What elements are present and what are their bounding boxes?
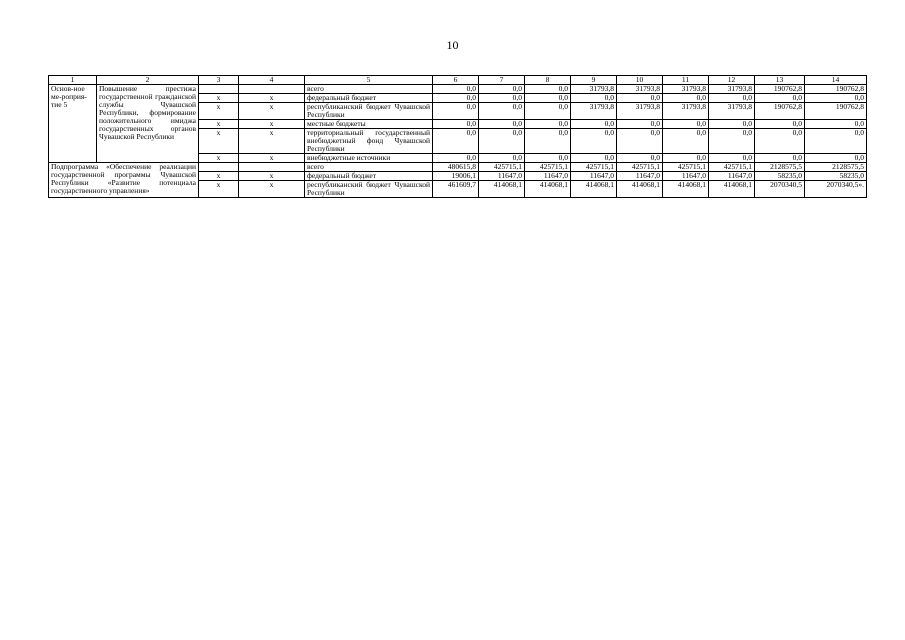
table-row [49, 163, 867, 172]
value-cell: 0,0 [709, 120, 755, 129]
funding-source: внебюджетные источники [305, 154, 433, 163]
event-description: Повышение престижа государственной гражданской службы Чувашской Республики, формирование положительного имиджа государственных органов Чувашской Республики [97, 85, 199, 163]
col4-cell: x [239, 129, 305, 154]
value-cell: 0,0 [525, 85, 571, 94]
col3-cell [199, 85, 239, 94]
value-cell: 0,0 [433, 154, 479, 163]
value-cell: 0,0 [617, 94, 663, 103]
value-cell: 0,0 [525, 103, 571, 120]
funding-source: федеральный бюджет [305, 172, 433, 181]
value-cell: 2128575,5 [755, 163, 805, 172]
value-cell: 0,0 [663, 129, 709, 154]
column-header: 5 [305, 76, 433, 85]
column-header: 13 [755, 76, 805, 85]
value-cell: 0,0 [571, 154, 617, 163]
col4-cell: x [239, 103, 305, 120]
col4-cell: x [239, 172, 305, 181]
value-cell: 425715,1 [525, 163, 571, 172]
col3-cell: x [199, 129, 239, 154]
value-cell: 0,0 [571, 129, 617, 154]
column-header: 4 [239, 76, 305, 85]
value-cell: 31793,8 [617, 85, 663, 94]
value-cell: 0,0 [709, 154, 755, 163]
value-cell: 0,0 [571, 120, 617, 129]
value-cell: 0,0 [663, 154, 709, 163]
value-cell: 31793,8 [663, 103, 709, 120]
column-header: 8 [525, 76, 571, 85]
value-cell: 0,0 [617, 154, 663, 163]
value-cell: 0,0 [663, 120, 709, 129]
column-header: 6 [433, 76, 479, 85]
column-header: 14 [805, 76, 867, 85]
value-cell: 0,0 [617, 129, 663, 154]
column-header: 9 [571, 76, 617, 85]
table-row [49, 85, 867, 94]
col4-cell [239, 85, 305, 94]
funding-source: местные бюджеты [305, 120, 433, 129]
column-header: 7 [479, 76, 525, 85]
value-cell: 0,0 [805, 129, 867, 154]
value-cell: 31793,8 [663, 85, 709, 94]
value-cell: 0,0 [433, 120, 479, 129]
value-cell: 11647,0 [617, 172, 663, 181]
page-number: 10 [446, 38, 459, 52]
value-cell: 11647,0 [525, 172, 571, 181]
col3-cell [199, 163, 239, 172]
col4-cell: x [239, 181, 305, 198]
value-cell: 0,0 [805, 94, 867, 103]
column-header: 11 [663, 76, 709, 85]
value-cell: 0,0 [479, 120, 525, 129]
funding-source: республиканский бюджет Чувашской Республики [305, 103, 433, 120]
value-cell: 0,0 [755, 120, 805, 129]
value-cell: 0,0 [433, 103, 479, 120]
value-cell: 0,0 [525, 120, 571, 129]
value-cell: 0,0 [571, 94, 617, 103]
value-cell: 2070340,5 [755, 181, 805, 198]
funding-source: всего [305, 85, 433, 94]
value-cell: 414068,1 [571, 181, 617, 198]
col3-cell: x [199, 120, 239, 129]
value-cell: 0,0 [617, 120, 663, 129]
funding-source: территориальный государственный внебюджетный фонд Чувашской Республики [305, 129, 433, 154]
value-cell: 0,0 [433, 85, 479, 94]
col4-cell: x [239, 154, 305, 163]
col3-cell: x [199, 94, 239, 103]
value-cell: 414068,1 [479, 181, 525, 198]
value-cell: 480615,8 [433, 163, 479, 172]
value-cell: 0,0 [479, 94, 525, 103]
column-header: 12 [709, 76, 755, 85]
value-cell: 414068,1 [663, 181, 709, 198]
value-cell: 0,0 [805, 154, 867, 163]
column-header: 2 [97, 76, 199, 85]
value-cell: 0,0 [433, 129, 479, 154]
col3-cell: x [199, 103, 239, 120]
value-cell: 190762,8 [755, 103, 805, 120]
value-cell: 58235,0 [805, 172, 867, 181]
value-cell: 425715,1 [663, 163, 709, 172]
value-cell: 425715,1 [617, 163, 663, 172]
funding-source: всего [305, 163, 433, 172]
col4-cell: x [239, 120, 305, 129]
value-cell: 58235,0 [755, 172, 805, 181]
value-cell: 425715,1 [571, 163, 617, 172]
value-cell: 414068,1 [525, 181, 571, 198]
event-label: Основ-ное ме-роприя-тие 5 [49, 85, 97, 163]
col3-cell: x [199, 154, 239, 163]
value-cell: 31793,8 [617, 103, 663, 120]
value-cell: 2128575,5 [805, 163, 867, 172]
subprogram-name: Подпрограмма «Обеспечение реализации государственной программы Чувашской Республики «Развитие потенциала государственного управления» [49, 163, 199, 198]
value-cell: 0,0 [755, 94, 805, 103]
col4-cell [239, 163, 305, 172]
col3-cell: x [199, 181, 239, 198]
value-cell: 2070340,5». [805, 181, 867, 198]
value-cell: 19006,1 [433, 172, 479, 181]
value-cell: 31793,8 [709, 103, 755, 120]
funding-source: федеральный бюджет [305, 94, 433, 103]
value-cell: 0,0 [525, 94, 571, 103]
value-cell: 11647,0 [571, 172, 617, 181]
column-header: 3 [199, 76, 239, 85]
value-cell: 0,0 [525, 154, 571, 163]
value-cell: 190762,8 [805, 103, 867, 120]
col3-cell: x [199, 172, 239, 181]
value-cell: 0,0 [755, 154, 805, 163]
value-cell: 0,0 [709, 129, 755, 154]
value-cell: 31793,8 [709, 85, 755, 94]
value-cell: 414068,1 [709, 181, 755, 198]
col4-cell: x [239, 94, 305, 103]
value-cell: 31793,8 [571, 103, 617, 120]
value-cell: 0,0 [479, 154, 525, 163]
budget-table [48, 75, 867, 198]
value-cell: 31793,8 [571, 85, 617, 94]
value-cell: 0,0 [479, 85, 525, 94]
header-row [49, 76, 867, 85]
value-cell: 11647,0 [709, 172, 755, 181]
value-cell: 0,0 [755, 129, 805, 154]
value-cell: 190762,8 [755, 85, 805, 94]
value-cell: 461609,7 [433, 181, 479, 198]
value-cell: 0,0 [479, 129, 525, 154]
value-cell: 0,0 [663, 94, 709, 103]
value-cell: 425715,1 [709, 163, 755, 172]
value-cell: 11647,0 [663, 172, 709, 181]
value-cell: 414068,1 [617, 181, 663, 198]
column-header: 10 [617, 76, 663, 85]
value-cell: 190762,8 [805, 85, 867, 94]
value-cell: 0,0 [479, 103, 525, 120]
value-cell: 11647,0 [479, 172, 525, 181]
value-cell: 425715,1 [479, 163, 525, 172]
funding-source: республиканский бюджет Чувашской Республики [305, 181, 433, 198]
value-cell: 0,0 [433, 94, 479, 103]
value-cell: 0,0 [805, 120, 867, 129]
value-cell: 0,0 [525, 129, 571, 154]
value-cell: 0,0 [709, 94, 755, 103]
column-header: 1 [49, 76, 97, 85]
